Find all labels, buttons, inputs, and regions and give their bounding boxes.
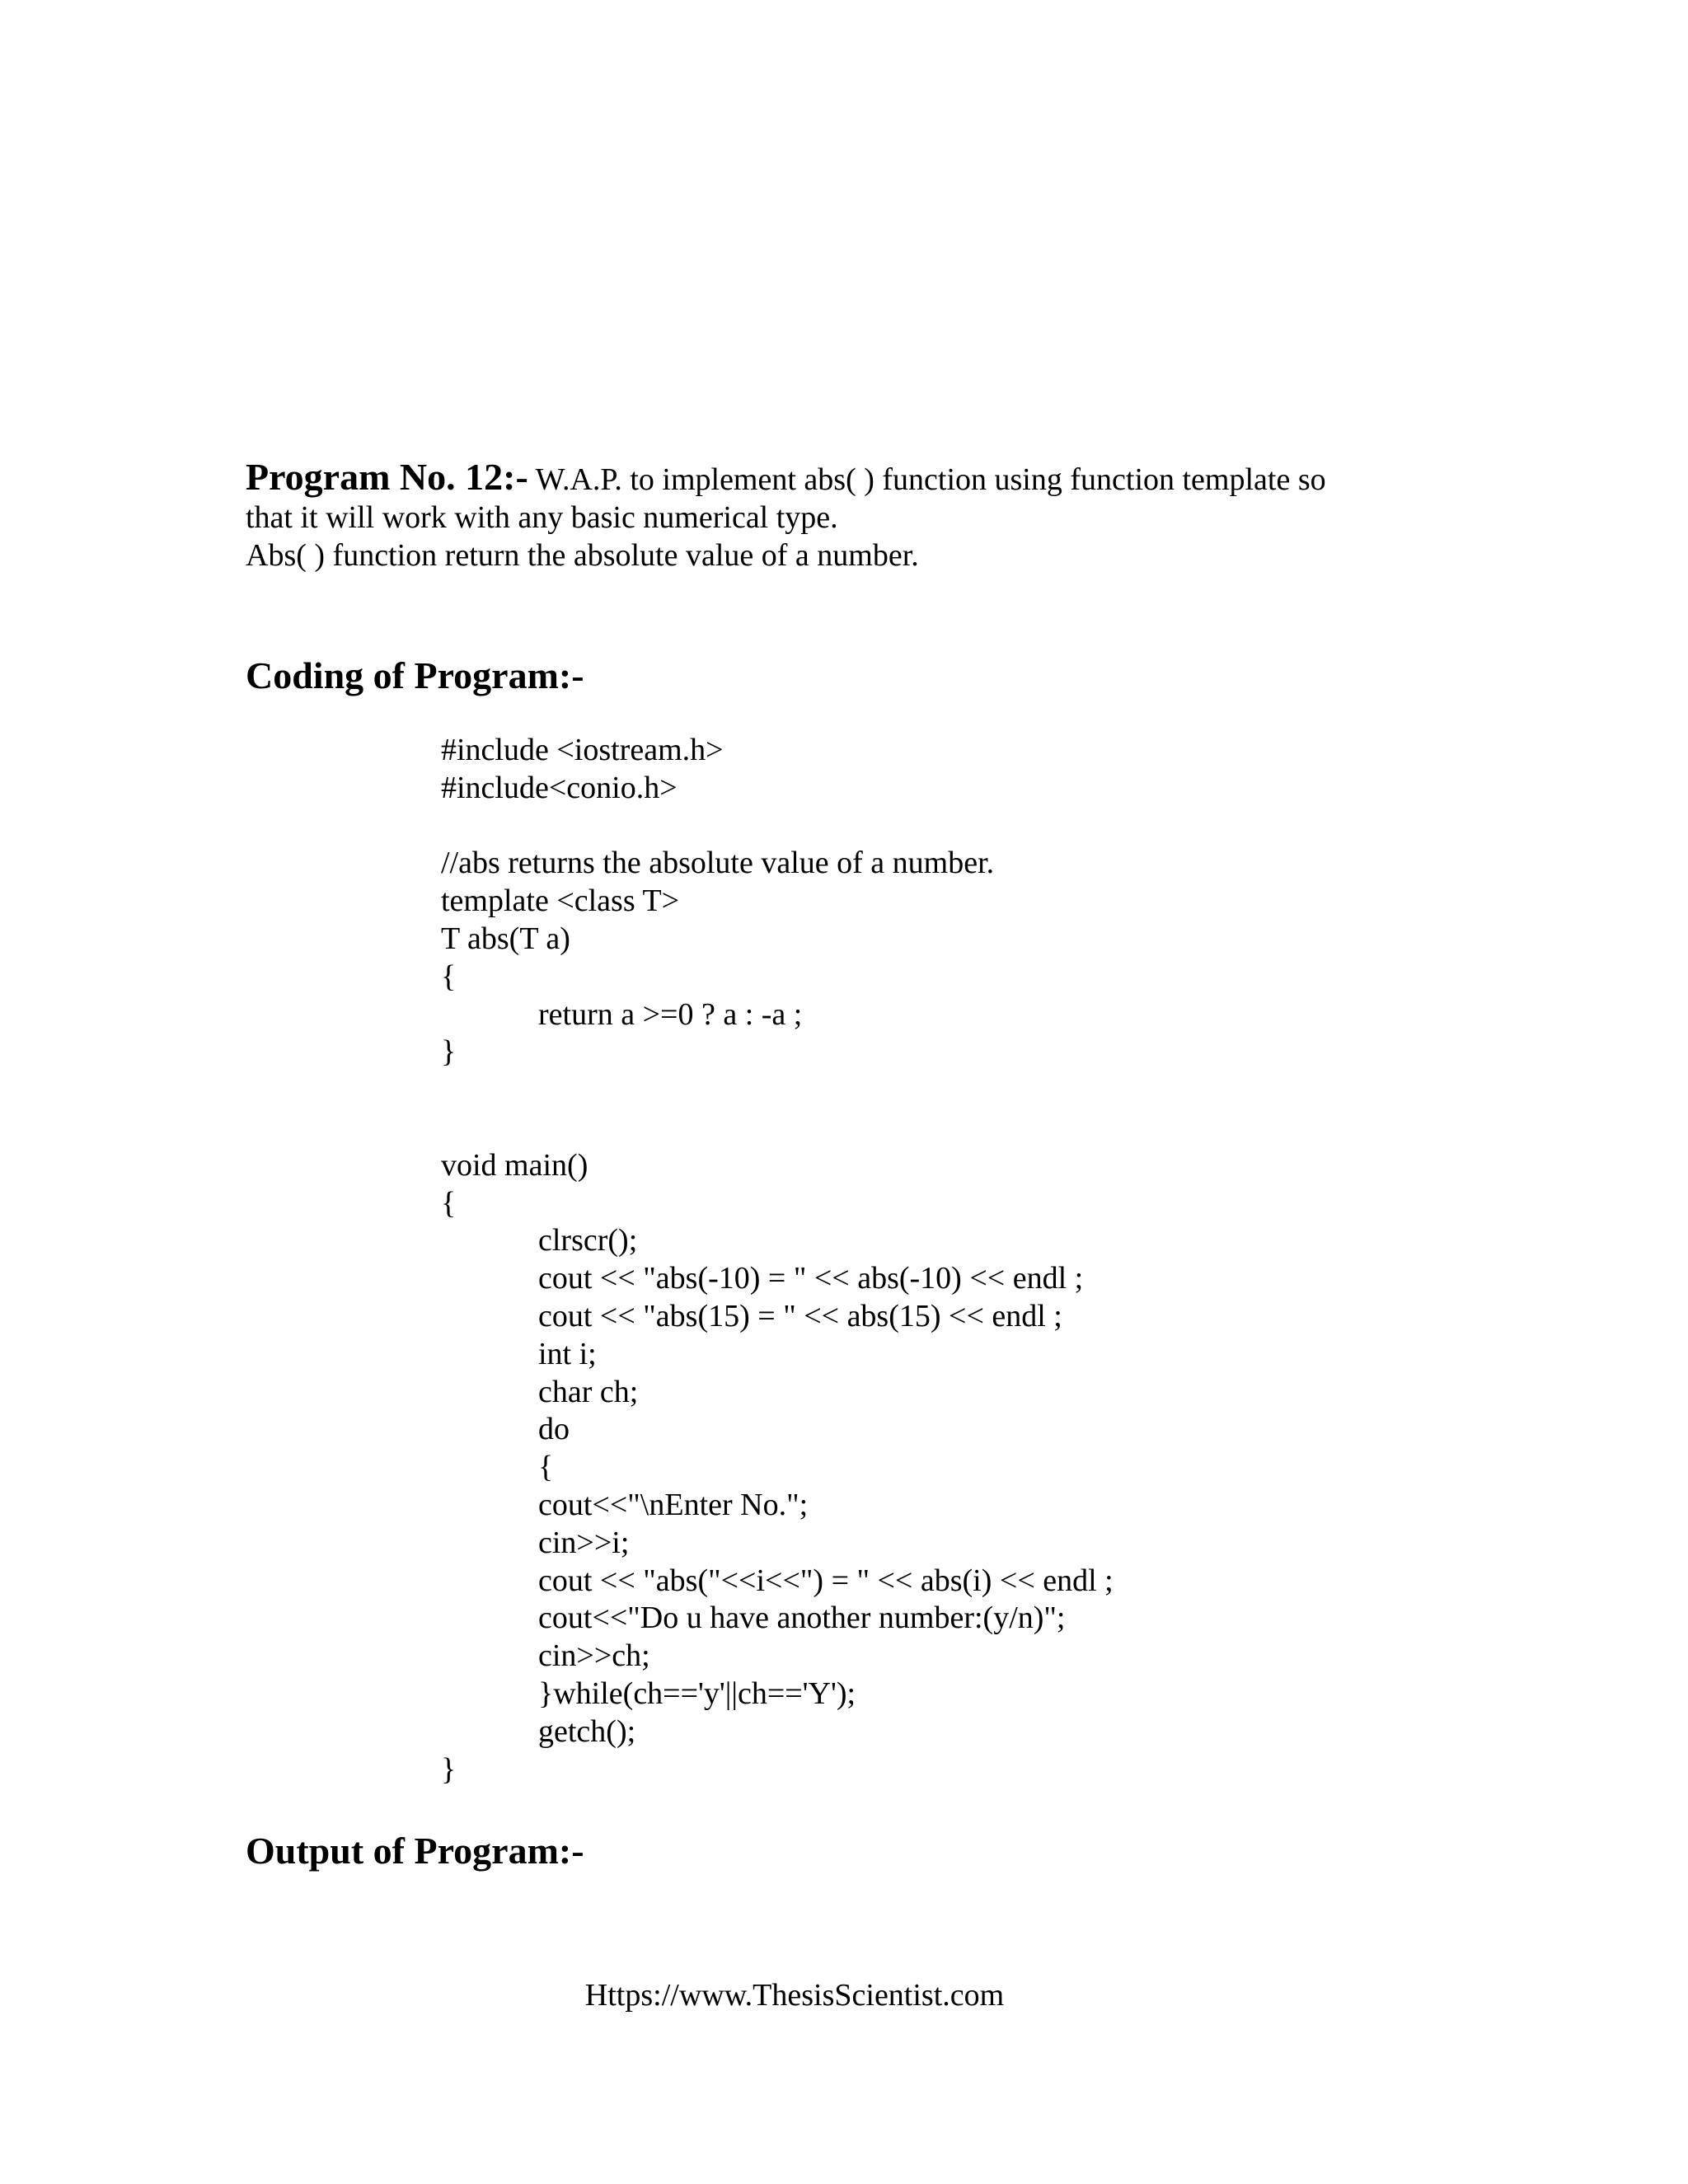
output-heading: Output of Program:- (246, 1830, 584, 1872)
code-line: { (441, 1185, 457, 1221)
code-line: char ch; (538, 1374, 639, 1409)
problem-statement (246, 458, 1482, 574)
code-line: cout << "abs(-10) = " << abs(-10) << endl ; (538, 1261, 1084, 1296)
code-line: cout<<"Do u have another number:(y/n)"; (538, 1601, 1066, 1636)
code-line: //abs returns the absolute value of a number. (441, 846, 995, 881)
code-line (441, 1071, 1114, 1109)
code-line: #include <iostream.h> (441, 733, 724, 767)
code-line (441, 1109, 1114, 1147)
code-line: }while(ch=='y'||ch=='Y'); (538, 1675, 856, 1711)
code-line: } (441, 1751, 457, 1787)
coding-heading: Coding of Program:- (246, 654, 584, 696)
code-line: { (538, 1450, 554, 1485)
code-line: { (441, 958, 457, 994)
code-line: #include<conio.h> (441, 770, 678, 805)
problem-line-2: that it will work with any basic numerical type. (246, 500, 838, 535)
code-line: return a >=0 ? a : -a ; (538, 996, 803, 1032)
code-line: cout << "abs(15) = " << abs(15) << endl ; (538, 1298, 1062, 1333)
footer-url: Https://www.ThesisScientist.com (584, 1978, 1005, 2013)
code-line: do (538, 1412, 570, 1447)
footer (0, 1976, 1688, 2014)
code-line: getch(); (538, 1713, 636, 1749)
code-line: int i; (538, 1336, 597, 1371)
program-number-label: Program No. 12:- (246, 456, 528, 498)
code-line: template <class T> (441, 883, 680, 919)
problem-line-3: Abs( ) function return the absolute value of a number. (246, 538, 919, 573)
code-block (441, 732, 1114, 1788)
problem-line-1 (246, 458, 1482, 499)
code-line: clrscr(); (538, 1223, 638, 1258)
code-line: cin>>ch; (538, 1638, 650, 1674)
code-line: cin>>i; (538, 1525, 630, 1560)
code-line: void main() (441, 1147, 588, 1183)
code-line: T abs(T a) (441, 921, 570, 956)
code-line: cout << "abs("<<i<<") = " << abs(i) << endl ; (538, 1563, 1114, 1598)
code-line: } (441, 1034, 457, 1070)
code-line: cout<<"\nEnter No."; (538, 1487, 809, 1522)
problem-text-1: W.A.P. to implement abs( ) function using function template so (528, 462, 1326, 497)
code-line (441, 808, 1114, 846)
